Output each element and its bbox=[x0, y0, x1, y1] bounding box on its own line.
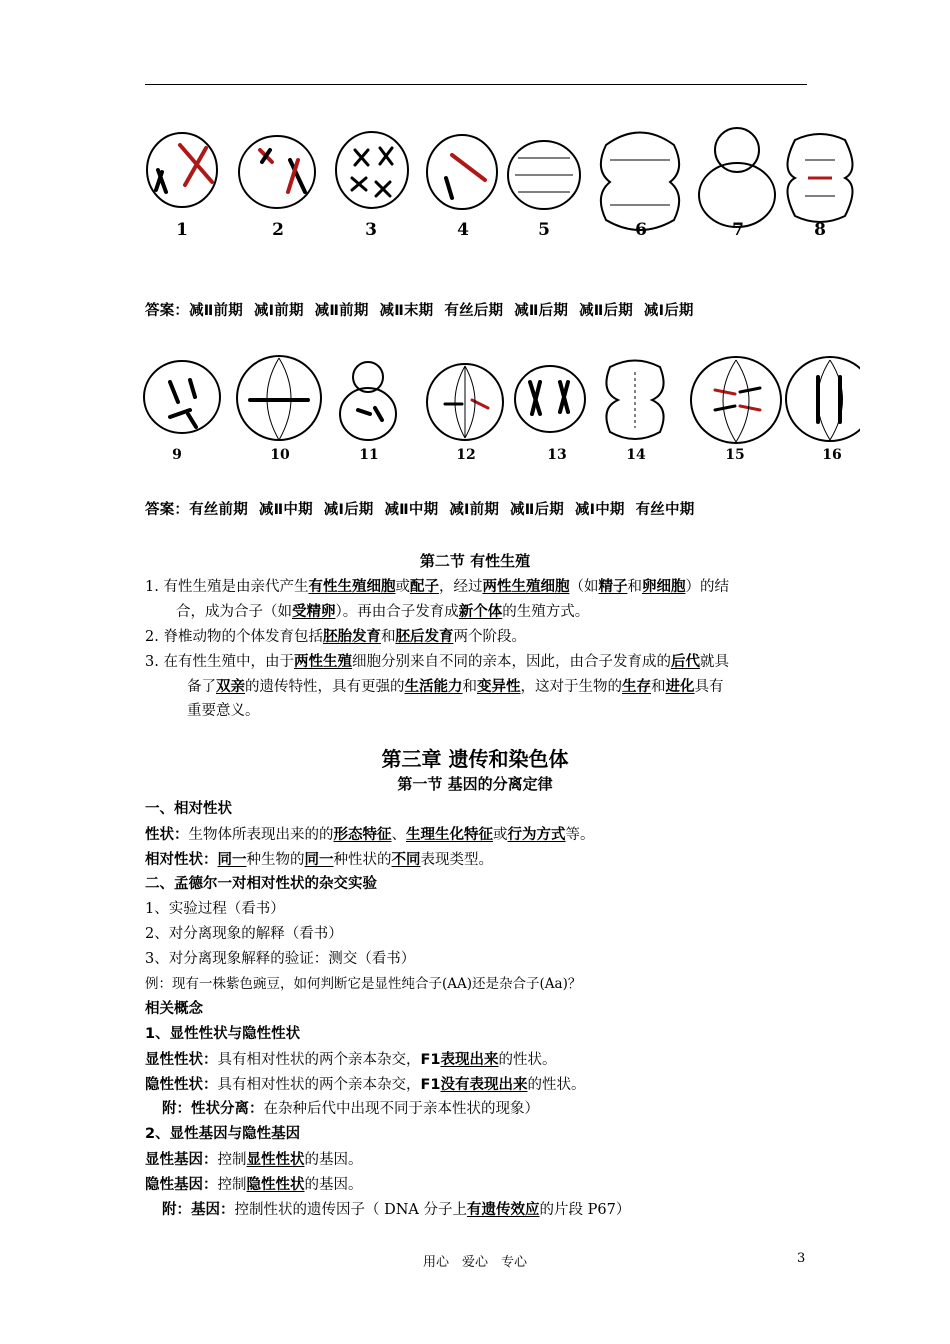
definition-dominant-trait: 显性性状：具有相对性状的两个亲本杂交，F1表现出来的性状。 bbox=[145, 1051, 557, 1068]
figure-label: 13 bbox=[547, 447, 567, 463]
figure-label: 3 bbox=[365, 220, 377, 240]
definition-recessive-gene: 隐性基因：控制隐性性状的基因。 bbox=[145, 1176, 363, 1193]
paragraph-1: 1. 有性生殖是由亲代产生有性生殖细胞或配子，经过两性生殖细胞（如精子和卵细胞）的结 bbox=[145, 578, 729, 595]
answer-block-1: 答案：减Ⅱ前期 减Ⅰ前期 减Ⅱ前期 减Ⅱ末期 有丝后期 减Ⅱ后期 减Ⅱ后期 减Ⅰ后期 bbox=[145, 303, 694, 319]
answer-item: 有丝后期 bbox=[444, 303, 504, 319]
answer-item: 减Ⅰ前期 bbox=[449, 502, 500, 518]
answer-item: 减Ⅱ末期 bbox=[379, 303, 434, 319]
figure-label: 2 bbox=[272, 220, 284, 240]
heading: 一、相对性状 bbox=[145, 801, 232, 817]
figure-label: 9 bbox=[172, 447, 182, 463]
figure-label: 8 bbox=[814, 220, 826, 240]
figure-label: 4 bbox=[457, 220, 469, 240]
figure-label: 14 bbox=[626, 447, 646, 463]
answer-item: 减Ⅰ前期 bbox=[253, 303, 304, 319]
answer-item: 减Ⅱ后期 bbox=[510, 502, 564, 518]
answer-item: 减Ⅰ后期 bbox=[323, 502, 374, 518]
section-title: 第二节 有性生殖 bbox=[419, 552, 531, 570]
figure-label: 11 bbox=[359, 447, 379, 463]
chapter-title: 第三章 遗传和染色体 bbox=[381, 747, 569, 771]
figure-label: 5 bbox=[538, 220, 550, 240]
note-segregation: 附：性状分离：在杂种后代中出现不同于亲本性状的现象） bbox=[162, 1101, 539, 1117]
figure-label: 10 bbox=[270, 447, 290, 463]
paragraph-2: 2. 脊椎动物的个体发育包括胚胎发育和胚后发育两个阶段。 bbox=[145, 628, 526, 645]
answer-item: 有丝前期 bbox=[189, 502, 248, 518]
paragraph-3: 3. 在有性生殖中，由于两性生殖细胞分别来自不同的亲本，因此，由合子发育成的后代就具 bbox=[145, 653, 729, 670]
list-item: 3、对分离现象解释的验证：测交（看书） bbox=[145, 951, 416, 967]
definition-relative-trait: 相对性状：同一种生物的同一种性状的不同表现类型。 bbox=[145, 851, 493, 868]
answer-item: 减Ⅰ后期 bbox=[643, 303, 694, 319]
list-item: 1、实验过程（看书） bbox=[145, 901, 285, 917]
figure-label: 6 bbox=[635, 220, 647, 240]
paragraph-3-end: 重要意义。 bbox=[187, 703, 260, 719]
cell-division-figure-1 bbox=[140, 120, 860, 250]
cell-drawings-2 bbox=[140, 352, 860, 472]
heading: 1、显性性状与隐性性状 bbox=[145, 1026, 301, 1042]
section-title: 第一节 基因的分离定律 bbox=[397, 775, 553, 793]
answer-item: 减Ⅱ中期 bbox=[384, 502, 439, 518]
figure-label: 1 bbox=[176, 220, 188, 240]
list-item: 2、对分离现象的解释（看书） bbox=[145, 926, 343, 942]
answer-item: 减Ⅱ前期 bbox=[314, 303, 369, 319]
answer-item: 减Ⅱ后期 bbox=[579, 303, 633, 319]
answer-item: 减Ⅱ后期 bbox=[514, 303, 569, 319]
figure-label: 15 bbox=[725, 447, 745, 463]
footer-text: 用心 爱心 专心 bbox=[422, 1255, 527, 1270]
heading: 2、显性基因与隐性基因 bbox=[145, 1126, 301, 1142]
figure-label: 7 bbox=[732, 220, 744, 240]
answer-item: 有丝中期 bbox=[635, 502, 695, 518]
heading: 相关概念 bbox=[145, 1001, 203, 1017]
example: 例：现有一株紫色豌豆，如何判断它是显性纯合子(AA)还是杂合子(Aa)？ bbox=[145, 976, 582, 992]
page-number: 3 bbox=[797, 1251, 806, 1266]
paragraph-1-cont: 合，成为合子（如受精卵）。再由合子发育成新个体的生殖方式。 bbox=[176, 603, 590, 620]
header-rule bbox=[145, 84, 807, 85]
definition-recessive-trait: 隐性性状：具有相对性状的两个亲本杂交，F1没有表现出来的性状。 bbox=[145, 1076, 586, 1093]
figure-label: 16 bbox=[822, 447, 842, 463]
definition-dominant-gene: 显性基因：控制显性性状的基因。 bbox=[145, 1151, 363, 1168]
figure-label: 12 bbox=[456, 447, 476, 463]
paragraph-3-cont: 备了双亲的遗传特性，具有更强的生活能力和变异性，这对于生物的生存和进化具有 bbox=[187, 678, 724, 695]
answer-item: 减Ⅱ中期 bbox=[258, 502, 313, 518]
answer-item: 减Ⅱ前期 bbox=[189, 303, 243, 319]
cell-division-figure-2 bbox=[140, 352, 860, 472]
note-gene: 附：基因：控制性状的遗传因子（ DNA 分子上有遗传效应的片段 P67） bbox=[162, 1201, 631, 1218]
answer-block-2: 答案：有丝前期 减Ⅱ中期 减Ⅰ后期 减Ⅱ中期 减Ⅰ前期 减Ⅱ后期 减Ⅰ中期 有丝中期 bbox=[145, 502, 695, 518]
definition-trait: 性状：生物体所表现出来的的形态特征、生理生化特征或行为方式等。 bbox=[145, 826, 595, 843]
answer-item: 减Ⅰ中期 bbox=[574, 502, 625, 518]
heading: 二、孟德尔一对相对性状的杂交实验 bbox=[145, 876, 377, 892]
